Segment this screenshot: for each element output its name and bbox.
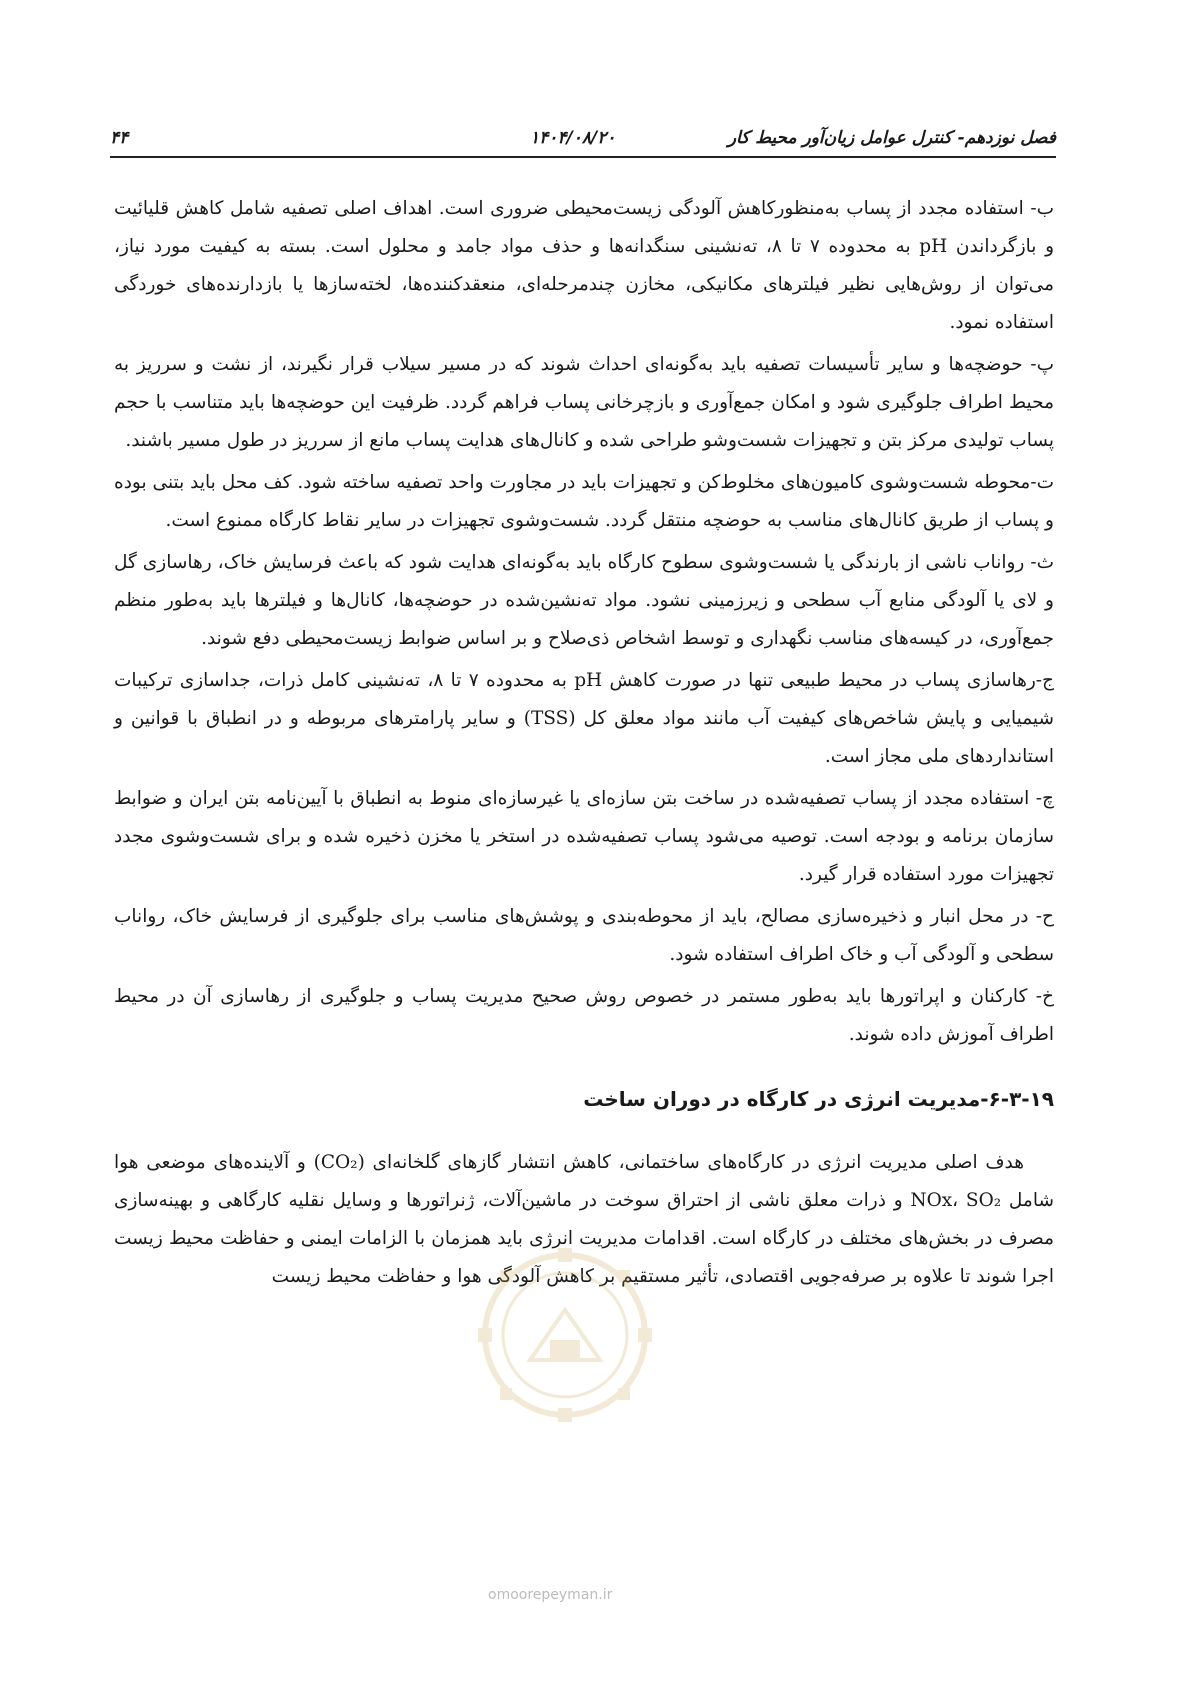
section-heading: ۶-۳-۱۹-مدیریت انرژی در کارگاه در دوران ساخت	[583, 1087, 1054, 1111]
section-intro: هدف اصلی مدیریت انرژی در کارگاه‌های ساختمانی، کاهش انتشار گازهای گلخانه‌ای (CO₂) و آلاینده‌های موضعی هوا شامل NOx، SO₂ و ذرات معلق ناشی از احتراق سوخت در ماشین‌آلات، ژنراتورها و وسایل نقلیه کارگاهی و بهینه‌سازی مصرف در بخش‌های مختلف در کارگاه است. اقدامات مدیریت انرژی باید همزمان با الزامات ایمنی و حفاظت محیط زیست اجرا شوند تا علاوه بر صرفه‌جویی اقتصادی، تأثیر مستقیم بر کاهش آلودگی هوا و حفاظت محیط زیست	[114, 1152, 1054, 1287]
paragraph-che: چ- استفاده مجدد از پساب تصفیه‌شده در ساخت بتن سازه‌ای یا غیرسازه‌ای منوط به انطباق با آیین‌نامه بتن ایران و ضوابط سازمان برنامه و بودجه است. توصیه می‌شود پساب تصفیه‌شده در استخر یا مخزن ذخیره شده و برای شست‌وشوی مجدد تجهیزات مورد استفاده قرار گیرد.	[114, 788, 1054, 885]
chapter-title: فصل نوزدهم- کنترل عوامل زیان‌آور محیط کار	[727, 128, 1056, 148]
paragraph-khe: خ- کارکنان و اپراتورها باید به‌طور مستمر در خصوص روش صحیح مدیریت پساب و جلوگیری از رهاسازی آن در محیط اطراف آموزش داده شوند.	[114, 986, 1054, 1045]
watermark-url: omoorepeyman.ir	[488, 1587, 613, 1603]
paragraph-se: ث- رواناب ناشی از بارندگی یا شست‌وشوی سطوح کارگاه باید به‌گونه‌ای هدایت شود که باعث فرسایش خاک، رهاسازی گل و لای یا آلودگی منابع آب سطحی و زیرزمینی نشود. مواد ته‌نشین‌شده در حوضچه‌ها، کانال‌ها و فیلترها باید به‌طور منظم جمع‌آوری، در کیسه‌های مناسب نگهداری و توسط اشخاص ذی‌صلاح و بر اساس ضوابط زیست‌محیطی دفع شوند.	[114, 552, 1054, 649]
paragraph-pe: پ- حوضچه‌ها و سایر تأسیسات تصفیه باید به‌گونه‌ای احداث شوند که در مسیر سیلاب قرار نگیرند، از نشت و سرریز به محیط اطراف جلوگیری شود و امکان جمع‌آوری و بازچرخانی پساب فراهم گردد. ظرفیت این حوضچه‌ها باید متناسب با حجم پساب تولیدی مرکز بتن و تجهیزات شست‌وشو طراحی شده و کانال‌های هدایت پساب مانع از سرریز در طول مسیر باشند.	[114, 354, 1054, 451]
header-date: ۱۴۰۴/۰۸/۲۰	[530, 128, 616, 148]
page-body	[114, 190, 1054, 1300]
paragraph-he: ح- در محل انبار و ذخیره‌سازی مصالح، باید از محوطه‌بندی و پوشش‌های مناسب برای جلوگیری از فرسایش خاک، رواناب سطحی و آلودگی آب و خاک اطراف استفاده شود.	[114, 906, 1054, 965]
page-header	[110, 126, 1056, 158]
paragraph-jim: ج-رهاسازی پساب در محیط طبیعی تنها در صورت کاهش pH به محدوده ۷ تا ۸، ته‌نشینی کامل ذرات، جداسازی ترکیبات شیمیایی و پایش شاخص‌های کیفیت آب مانند مواد معلق کل (TSS) و سایر پارامترهای مربوطه و در انطباق با قوانین و استانداردهای ملی مجاز است.	[114, 670, 1054, 767]
paragraph-te: ت-محوطه شست‌وشوی کامیون‌های مخلوط‌کن و تجهیزات باید در مجاورت واحد تصفیه ساخته شود. کف محل باید بتنی بوده و پساب از طریق کانال‌های مناسب به حوضچه منتقل گردد. شست‌وشوی تجهیزات در سایر نقاط کارگاه ممنوع است.	[114, 472, 1054, 531]
page-number: ۴۴	[110, 128, 129, 148]
paragraph-be: ب- استفاده مجدد از پساب به‌منظورکاهش آلودگی زیست‌محیطی ضروری است. اهداف اصلی تصفیه شامل کاهش قلیائیت و بازگرداندن pH به محدوده ۷ تا ۸، ته‌نشینی سنگدانه‌ها و حذف مواد جامد و محلول است. بسته به کیفیت مورد نیاز، می‌توان از روش‌هایی نظیر فیلترهای مکانیکی، مخازن چندمرحله‌ای، منعقدکننده‌ها، لخته‌سازها یا بازدارنده‌های خوردگی استفاده نمود.	[114, 198, 1055, 333]
